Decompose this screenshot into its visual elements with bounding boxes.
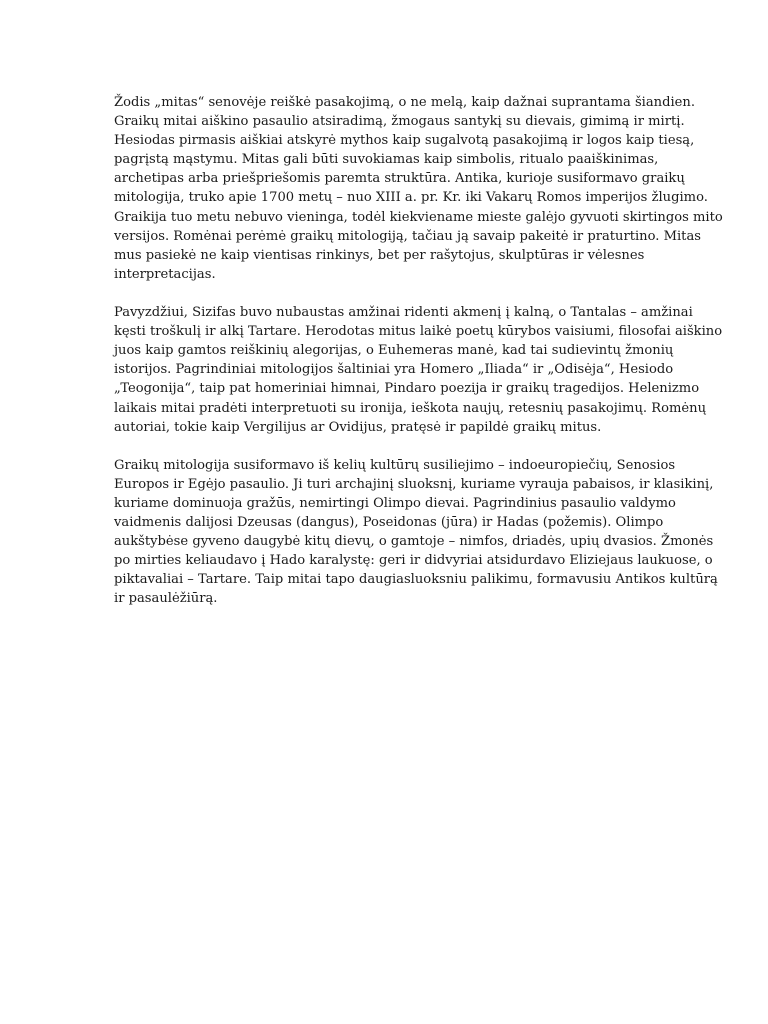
text-line: Graikų mitai aiškino pasaulio atsiradimą, žmogaus santykį su dievais, gimimą ir mirtį. xyxy=(114,114,685,130)
text-line: mus pasiekė ne kaip vientisas rinkinys, bet per rašytojus, skulptūras ir vėlesnes xyxy=(114,247,645,263)
text-line: laikais mitai pradėti interpretuoti su ironija, ieškota naujų, retesnių pasakojimų. Romėnų xyxy=(114,400,706,416)
paragraph-2 xyxy=(114,303,723,437)
text-line: interpretacijas. xyxy=(114,266,216,282)
text-line: Europos ir Egėjo pasaulio. Ji turi archajinį sluoksnį, kuriame vyrauja pabaisos, ir klasikinį, xyxy=(114,476,714,492)
text-line: aukštybėse gyveno daugybė kitų dievų, o gamtoje – nimfos, driadės, upių dvasios. Žmonės xyxy=(114,534,714,550)
text-line: „Teogonija“, taip pat homeriniai himnai, Pindaro poezija ir graikų tragedijos. Helenizmo xyxy=(114,381,700,397)
paragraph-1 xyxy=(114,93,723,284)
text-line: Graikija tuo metu nebuvo vieninga, todėl kiekviename mieste galėjo gyvuoti skirtingos mito xyxy=(114,209,723,225)
text-line: archetipas arba priešpriešomis paremta struktūra. Antika, kurioje susiformavo graikų xyxy=(114,171,685,187)
text-line: kuriame dominuoja gražūs, nemirtingi Olimpo dievai. Pagrindinius pasaulio valdymo xyxy=(114,495,676,511)
text-line: vaidmenis dalijosi Dzeusas (dangus), Poseidonas (jūra) ir Hadas (požemis). Olimpo xyxy=(114,515,664,531)
text-line: Graikų mitologija susiformavo iš kelių kultūrų susiliejimo – indoeuropiečių, Senosios xyxy=(114,457,676,473)
text-line: pagrįstą mąstymu. Mitas gali būti suvokiamas kaip simbolis, ritualo paaiškinimas, xyxy=(114,152,659,168)
text-line: autoriai, tokie kaip Vergilijus ar Ovidijus, pratęsė ir papildė graikų mitus. xyxy=(114,419,602,435)
text-line: Pavyzdžiui, Sizifas buvo nubaustas amžinai ridenti akmenį į kalną, o Tantalas – amžinai xyxy=(114,305,693,321)
text-line: piktavaliai – Tartare. Taip mitai tapo daugiasluoksniu palikimu, formavusiu Antikos kultūrą xyxy=(114,572,718,588)
document-body xyxy=(114,93,723,628)
text-line: kęsti troškulį ir alkį Tartare. Herodotas mitus laikė poetų kūrybos vaisiumi, filosofai aiškino xyxy=(114,324,723,340)
text-line: mitologija, truko apie 1700 metų – nuo XIII a. pr. Kr. iki Vakarų Romos imperijos žlugimo. xyxy=(114,190,708,206)
text-line: Žodis „mitas“ senovėje reiškė pasakojimą, o ne melą, kaip dažnai suprantama šiandien. xyxy=(114,95,696,110)
text-line: Hesiodas pirmasis aiškiai atskyrė mythos kaip sugalvotą pasakojimą ir logos kaip tiesą, xyxy=(114,133,695,149)
paragraph-3 xyxy=(114,456,718,609)
text-line: ir pasaulėžiūrą. xyxy=(114,591,218,607)
text-line: versijos. Romėnai perėmė graikų mitologiją, tačiau ją savaip pakeitė ir praturtino. Mitas xyxy=(114,228,701,244)
text-line: istorijos. Pagrindiniai mitologijos šaltiniai yra Homero „Iliada“ ir „Odisėja“, Hesiodo xyxy=(114,362,674,378)
text-line: juos kaip gamtos reiškinių alegorijas, o Euhemeras manė, kad tai sudievintų žmonių xyxy=(114,343,674,359)
text-line: po mirties keliaudavo į Hado karalystę: geri ir didvyriai atsidurdavo Eliziejaus laukuose, o xyxy=(114,553,713,569)
